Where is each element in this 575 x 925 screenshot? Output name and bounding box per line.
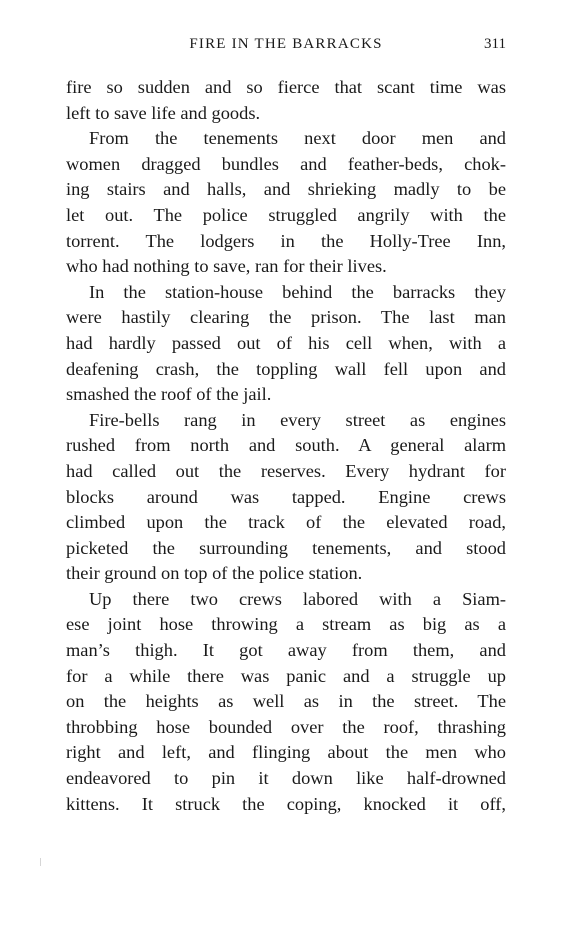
text-line: smashed the roof of the jail. bbox=[66, 384, 272, 405]
text-line: picketed the surrounding tenements, and stood bbox=[66, 537, 506, 558]
text-line: kittens. It struck the coping, knocked it off, bbox=[66, 793, 506, 814]
text-line: had hardly passed out of his cell when, with a bbox=[66, 332, 506, 353]
text-line: From the tenements next door men and bbox=[89, 128, 506, 149]
text-line: blocks around was tapped. Engine crews bbox=[66, 486, 506, 507]
text-line: their ground on top of the police station. bbox=[66, 563, 363, 584]
text-line: throbbing hose bounded over the roof, thrashing bbox=[66, 716, 506, 737]
text-line: torrent. The lodgers in the Holly-Tree Inn, bbox=[66, 230, 506, 251]
text-line: fire so sudden and so fierce that scant time was bbox=[66, 77, 506, 97]
page-number: 311 bbox=[484, 36, 506, 52]
text-line: on the heights as well as in the street. The bbox=[66, 691, 506, 712]
text-line: climbed upon the track of the elevated road, bbox=[66, 512, 506, 533]
page-header bbox=[66, 36, 506, 60]
text-line: were hastily clearing the prison. The last man bbox=[66, 307, 506, 328]
text-line: deafening crash, the toppling wall fell upon and bbox=[66, 358, 506, 379]
text-line: ing stairs and halls, and shrieking madly to be bbox=[66, 179, 506, 200]
text-line: man’s thigh. It got away from them, and bbox=[66, 640, 506, 661]
text-line: Up there two crews labored with a Siam- bbox=[89, 588, 506, 609]
text-line: right and left, and flinging about the men who bbox=[66, 742, 506, 763]
text-line: let out. The police struggled angrily with the bbox=[66, 204, 506, 225]
text-line: rushed from north and south. A general alarm bbox=[66, 435, 506, 456]
text-line: who had nothing to save, ran for their lives. bbox=[66, 256, 387, 277]
text-line: ese joint hose throwing a stream as big as a bbox=[66, 614, 506, 635]
running-title: FIRE IN THE BARRACKS bbox=[189, 36, 383, 52]
text-line: Fire-bells rang in every street as engines bbox=[89, 409, 506, 430]
body-text bbox=[66, 75, 506, 817]
text-line: had called out the reserves. Every hydrant for bbox=[66, 460, 506, 481]
text-line: In the station-house behind the barracks they bbox=[89, 281, 506, 302]
text-line: women dragged bundles and feather-beds, chok- bbox=[66, 153, 506, 174]
text-line: endeavored to pin it down like half-drowned bbox=[66, 768, 506, 789]
text-line: left to save life and goods. bbox=[66, 102, 261, 123]
text-line: for a while there was panic and a struggle up bbox=[66, 665, 506, 686]
scan-speck bbox=[40, 858, 41, 866]
